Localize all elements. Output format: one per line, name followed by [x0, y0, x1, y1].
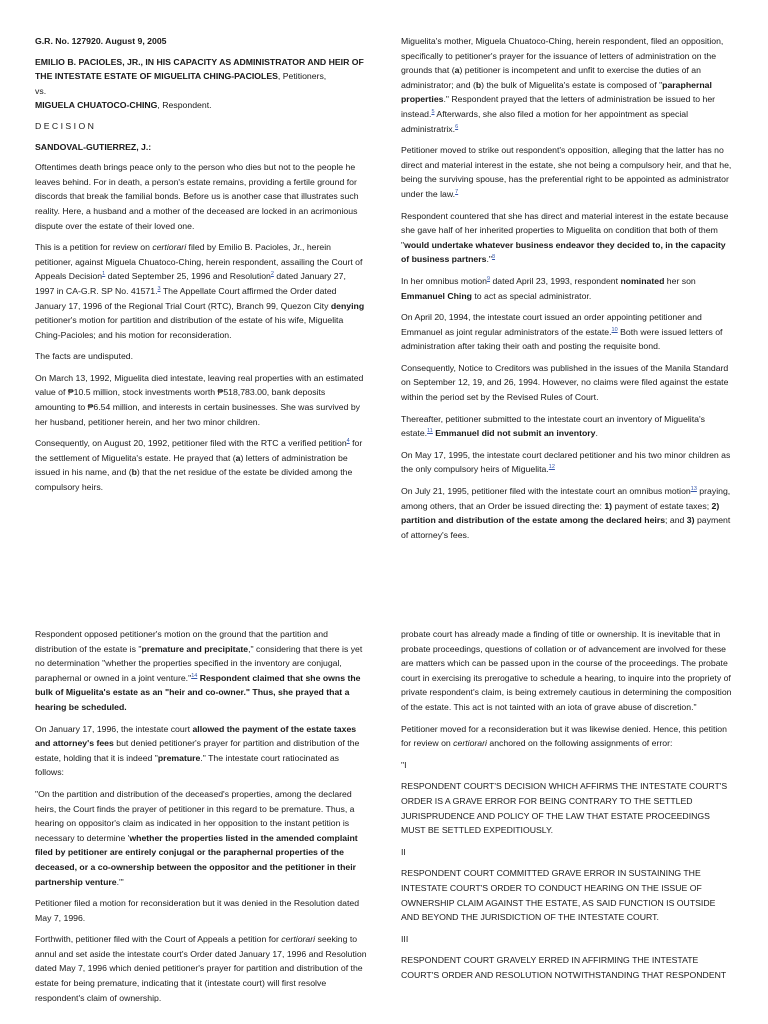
case-number: G.R. No. 127920. August 9, 2005 — [35, 36, 167, 46]
paragraph: On March 13, 1992, Miguelita died intestate, leaving real properties with an estimated value of ₱10.5 million, stock investments worth ₱518,783.00, bank deposits amounting to ₱6.54 million, and interests in certain businesses. She was survived by her husband, petitioner herein, and her two minor children. — [35, 372, 364, 427]
paragraph: This is a petition for review on certiorari filed by Emilio B. Pacioles, Jr., herein petitioner, against Miguela Chuatoco-Ching, herein respondent, assailing the Court of Appeals Decision$^1$ dated September 25, 1996 and Resolution$^2$ dated January 27, 1997 in CA-G.R. SP No. 41571.$^3$ The Appellate Court affirmed the Order dated January 17, 1996 of the Regional Trial Court (RTC), Branch 99, Quezon City denying petitioner's motion for partition and distribution of the estate of his wife, Miguelita Ching-Pacioles; and his motion for reconsideration. — [35, 242, 365, 340]
footnote-link[interactable]: 14 — [191, 672, 198, 679]
paragraph: Consequently, on August 20, 1992, petitioner filed with the RTC a verified petition$^4$ for the settlement of Miguelita's estate. He prayed that (a) letters of administration be issued in his name, and (b) that the net residue of the estate be divided among the compulsory heirs. — [35, 438, 363, 493]
paragraph: Forthwith, petitioner filed with the Court of Appeals a petition for certiorari seeking to annul and set aside the intestate court's Order dated January 17, 1996 and Resolution dated May 7, 1996 which denied petitioner's prayer for partition and distribution of the estate for being premature, indicating that it (intestate court) will first resolve respondent's claim of ownership. — [35, 934, 367, 1003]
footnote-link[interactable]: 11 — [427, 428, 433, 435]
assignment-of-error: RESPONDENT COURT GRAVELY ERRED IN AFFIRMING THE INTESTATE COURT'S ORDER AND RESOLUTION NOTWITHSTANDING THAT RESPONDENT — [401, 955, 727, 980]
footnote-link[interactable]: 4 — [346, 438, 350, 445]
footnote-link[interactable]: 5 — [431, 108, 435, 115]
footnote-link[interactable]: 1 — [102, 271, 106, 278]
column-2 — [401, 34, 733, 549]
error-numeral: II — [401, 846, 406, 857]
assignment-of-error: RESPONDENT COURT'S DECISION WHICH AFFIRMS THE INTESTATE COURT'S ORDER IS A GRAVE ERROR FOR BEING CONTRARY TO THE SETTLED JURISPRUDENCE AND POLICY OF THE LAW THAT ESTATE PROCEEDINGS MUST BE SETTLED EXPEDITIOUSLY. — [401, 781, 728, 836]
error-numeral: "I — [401, 759, 407, 770]
paragraph: Oftentimes death brings peace only to the person who dies but not to the people he leaves behind. For in death, a person's estate remains, providing a fertile ground for discords that break the familial bonds. Before us is another case that illustrates such reality. Here, a husband and a mother of the deceased are locked in an acrimonious dispute over the estate of their loved one. — [35, 162, 359, 231]
column-4 — [401, 627, 733, 989]
paragraph: The facts are undisputed. — [35, 351, 134, 362]
paragraph: On May 17, 1995, the intestate court declared petitioner and his two minor children as the only compulsory heirs of Miguelita.$^{12}$ — [401, 449, 731, 475]
paragraph: On April 20, 1994, the intestate court issued an order appointing petitioner and Emmanuel as joint regular administrators of the estate.$^{10}$ Both were issued letters of administration after taking their oath and posting the requisite bond. — [401, 312, 723, 352]
paragraph: Miguelita's mother, Miguela Chuatoco-Ching, herein respondent, filed an opposition, specifically to petitioner's prayer for the issuance of letters of administration on the grounds that (a) petitioner is incompetent and unfit to exercise the duties of an administrator; and (b) the bulk of Miguelita's estate is composed of "paraphernal properties." Respondent prayed that the letters of administration be issued to her instead.$^5$ Afterwards, she also filed a motion for her appointment as special administratrix.$^6$ — [401, 36, 724, 134]
column-3 — [35, 627, 367, 1012]
ponente: SANDOVAL-GUTIERREZ, J.: — [35, 141, 152, 152]
assignment-of-error: RESPONDENT COURT COMMITTED GRAVE ERROR IN SUSTAINING THE INTESTATE COURT'S ORDER TO CONDUCT HEARING ON THE ISSUE OF OWNERSHIP CLAIM AGAINST THE ESTATE, AS SAID FUNCTION IS OUTSIDE AND BEYOND THE JURISDICTION OF THE INTESTATE COURT. — [401, 868, 716, 923]
footnote-link[interactable]: 2 — [270, 271, 274, 278]
paragraph: Consequently, Notice to Creditors was published in the issues of the Manila Standard on September 12, 19, and 26, 1994. However, no claims were filed against the estate within the period set by the Revised Rules of Court. — [401, 362, 729, 403]
paragraph: On January 17, 1996, the intestate court allowed the payment of the estate taxes and attorney's fees but denied petitioner's prayer for partition and distribution of the estate, holding that it is indeed "premature." The intestate court ratiocinated as follows: — [35, 723, 360, 778]
paragraph: On July 21, 1995, petitioner filed with the intestate court an omnibus motion$^{13}$ praying, among others, that an Order be issued directing the: 1) payment of estate taxes; 2) partition and distribution of the estate among the declared heirs; and 3) payment of attorney's fees. — [401, 486, 731, 540]
paragraph: Respondent opposed petitioner's motion on the ground that the partition and distribution of the estate is "premature and precipitate," considering that there is yet no determination "whether the properties specified in the inventory are conjugal, paraphernal or owned in a joint venture."$^{14}$ Respondent claimed that she owns the bulk of Miguelita's estate as an "heir and co-owner." Thus, she prayed that a hearing be scheduled. — [35, 629, 363, 712]
footnote-link[interactable]: 13 — [690, 486, 697, 493]
paragraph: Thereafter, petitioner submitted to the intestate court an inventory of Miguelita's estate.$^{11}$ Emmanuel did not submit an inventory. — [401, 413, 705, 439]
footnote-link[interactable]: 12 — [548, 464, 555, 471]
footnote-link[interactable]: 6 — [455, 123, 459, 130]
footnote-link[interactable]: 3 — [157, 285, 161, 292]
paragraph: Petitioner moved for a reconsideration but it was likewise denied. Hence, this petition for review on certiorari anchored on the following assignments of error: — [401, 723, 727, 749]
paragraph: probate court has already made a finding of title or ownership. It is inevitable that in probate proceedings, questions of collation or of advancement are involved for these are matters which can be passed upon in the course of the proceedings. The probate court in exercising its prerogative to schedule a hearing, to inquire into the propriety of private respondent's claim, is being extremely cautious in determining the composition of the estate. This act is not tainted with an iota of grave abuse of discretion." — [401, 629, 732, 712]
column-1 — [35, 34, 367, 502]
quotation: "On the partition and distribution of the deceased's properties, among the declared heirs, the Court finds the prayer of petitioner in this regard to be premature. Thus, a hearing on oppositor's claim as indicated in her opposition to the instant petition is necessary to determine 'whether the properties listed in the amended complaint filed by petitioner are entirely conjugal or the paraphernal properties of the deceased, or a co-ownership between the oppositor and the petitioner in their partnership venture.'" — [35, 788, 358, 887]
footnote-link[interactable]: 7 — [455, 188, 459, 195]
footnote-link[interactable]: 10 — [611, 326, 618, 333]
error-numeral: III — [401, 933, 409, 944]
paragraph: In her omnibus motion$^9$ dated April 23, 1993, respondent nominated her son Emmanuel Ching to act as special administrator. — [401, 275, 696, 301]
footnote-link[interactable]: 9 — [486, 275, 491, 282]
paragraph: Petitioner moved to strike out respondent's opposition, alleging that the latter has no direct and material interest in the estate, she not being a compulsory heir, and that he, being the surviving spouse, has the preferential right to be appointed as administrator under the law.$^7$ — [401, 145, 732, 199]
paragraph: Respondent countered that she has direct and material interest in the estate because she gave half of her inherited properties to Miguelita on condition that both of them "would undertake whatever business endeavor they decided to, in the capacity of business partners."$^8$ — [401, 210, 729, 265]
paragraph: Petitioner filed a motion for reconsideration but it was denied in the Resolution dated May 7, 1996. — [35, 898, 360, 923]
footnote-link[interactable]: 8 — [491, 254, 496, 261]
case-parties: EMILIO B. PACIOLES, JR., IN HIS CAPACITY AS ADMINISTRATOR AND HEIR OF THE INTESTATE ESTATE OF MIGUELITA CHING-PACIOLES, Petitioners, vs. MIGUELA CHUATOCO-CHING, Respondent. — [35, 56, 364, 111]
decision-heading: D E C I S I O N — [35, 120, 94, 131]
